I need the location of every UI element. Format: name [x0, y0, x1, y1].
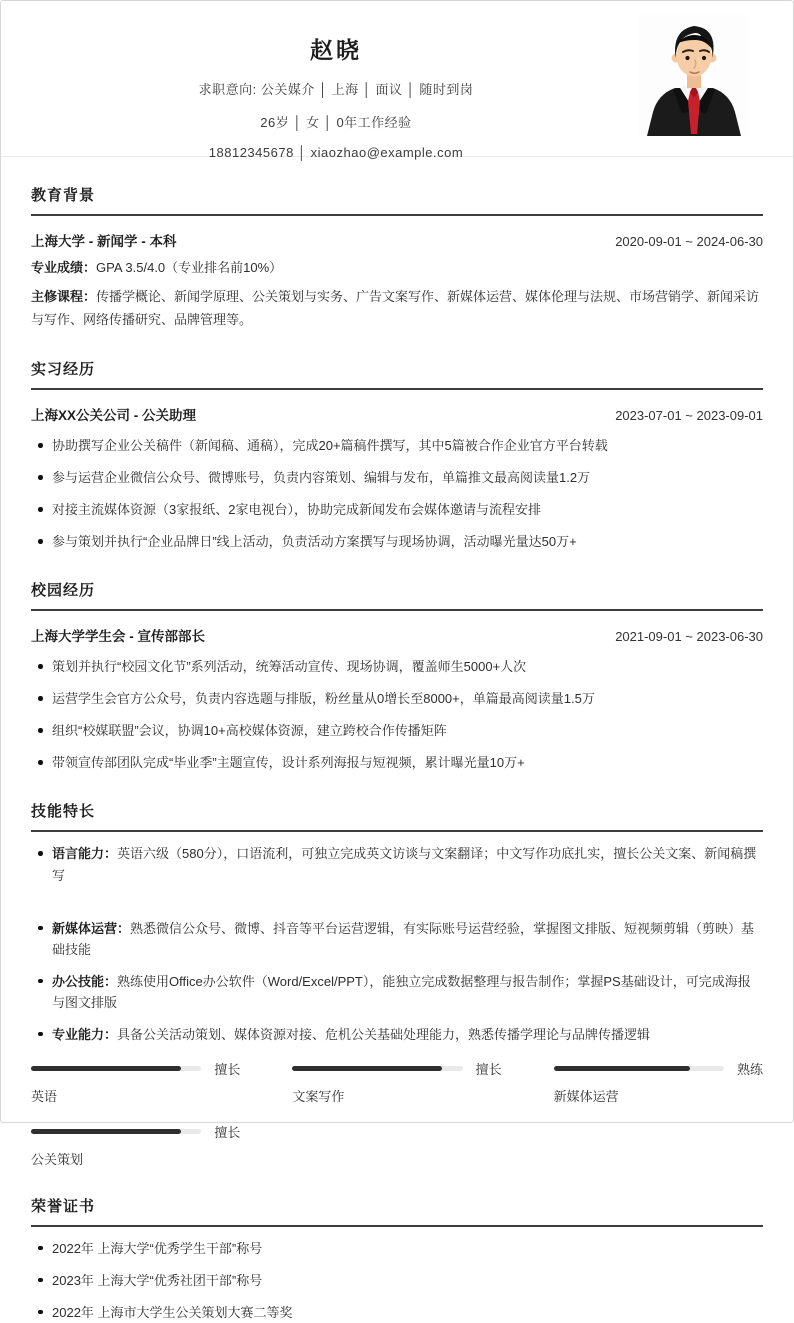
skill-bullet-newmedia — [31, 918, 763, 960]
education-entry-date: 2020-09-01 ~ 2024-06-30 — [615, 234, 763, 249]
contact-info-line: 18812345678 │ xiaozhao@example.com — [208, 145, 464, 160]
internship-entry-date: 2023-07-01 ~ 2023-09-01 — [615, 408, 763, 424]
section-title-education: 教育背景 — [31, 184, 763, 216]
section-title-campus: 校园经历 — [31, 579, 763, 611]
skill-bar-name: 公关策划 — [31, 1151, 84, 1167]
campus-bullet-list — [31, 656, 763, 773]
campus-bullet: 组织“校媒联盟”会议，协调10+高校媒体资源，建立跨校合作传播矩阵 — [31, 720, 763, 741]
skill-text: 熟悉微信公众号、微博、抖音等平台运营逻辑，有实际账号运营经验，掌握图文排版、短视频剪辑（剪映）基础技能 — [52, 920, 755, 957]
skill-label: 专业能力： — [52, 1026, 118, 1042]
candidate-name: 赵晓 — [310, 37, 362, 63]
skills-bullet-list — [31, 843, 763, 1044]
skill-bar-fill — [292, 1066, 442, 1071]
honor-bullet: 2023年 上海大学“优秀社团干部”称号 — [31, 1270, 763, 1291]
gpa-value: GPA 3.5/4.0（专业排名前10%） — [96, 260, 283, 275]
honors-bullet-list — [31, 1238, 763, 1323]
internship-entry-title: 上海XX公关公司 - 公关助理 — [31, 408, 197, 424]
skill-level-label: 熟练 — [736, 1061, 763, 1077]
skill-text: 英语六级（580分），口语流利，可独立完成英文访谈与文案翻译；中文写作功底扎实，擅长公关文案、新闻稿撰写 — [52, 846, 757, 883]
section-title-skills: 技能特长 — [31, 800, 763, 832]
skill-label: 新媒体运营： — [52, 920, 131, 936]
campus-bullet: 带领宣传部团队完成“毕业季”主题宣传，设计系列海报与短视频，累计曝光量10万+ — [31, 752, 763, 773]
honor-bullet: 2022年 上海大学“优秀学生干部”称号 — [31, 1238, 763, 1259]
section-title-internship: 实习经历 — [31, 358, 763, 390]
skill-bar-name: 英语 — [31, 1088, 58, 1104]
courses-value: 传播学概论、新闻学原理、公关策划与实务、广告文案写作、新媒体运营、媒体伦理与法规、市场营销学、新闻采访与写作、网络传播研究、品牌管理等。 — [31, 289, 760, 327]
skill-bar-copywriting — [292, 1059, 501, 1105]
skill-bar-fill — [31, 1066, 181, 1071]
skill-bullet-professional — [31, 1024, 763, 1045]
gpa-label: 专业成绩： — [31, 260, 97, 275]
skill-bar-track — [31, 1066, 201, 1071]
internship-bullet: 对接主流媒体资源（3家报纸、2家电视台），协助完成新闻发布会媒体邀请与流程安排 — [31, 499, 763, 520]
internship-bullet: 参与运营企业微信公众号、微博账号，负责内容策划、编辑与发布，单篇推文最高阅读量1.2万 — [31, 467, 763, 488]
avatar-illustration-icon — [639, 14, 749, 136]
internship-entry-header — [31, 404, 763, 424]
skill-bar-track — [554, 1066, 724, 1071]
skill-bar-track — [31, 1129, 201, 1134]
education-entry-title: 上海大学 - 新闻学 - 本科 — [31, 234, 177, 249]
campus-entry-title: 上海大学学生会 - 宣传部部长 — [31, 629, 205, 645]
section-honors — [31, 1195, 763, 1323]
education-courses-row — [31, 286, 763, 331]
campus-bullet: 运营学生会官方公众号，负责内容选题与排版，粉丝量从0增长至8000+，单篇最高阅读量1.5万 — [31, 688, 763, 709]
campus-entry-date: 2021-09-01 ~ 2023-06-30 — [615, 629, 763, 645]
education-entry-header — [31, 230, 763, 250]
skill-bullet-language — [31, 843, 763, 885]
skill-label: 语言能力： — [52, 846, 118, 862]
campus-entry-header — [31, 625, 763, 645]
profile-photo — [639, 14, 749, 136]
skill-bullet-office — [31, 971, 763, 1013]
education-gpa-row — [31, 257, 763, 279]
skill-bar-track — [292, 1066, 462, 1071]
section-internship — [31, 358, 763, 552]
section-campus — [31, 579, 763, 773]
skill-bars-grid — [31, 1059, 763, 1168]
skill-bar-newmedia — [554, 1059, 763, 1105]
internship-bullet-list — [31, 435, 763, 552]
courses-label: 主修课程： — [31, 289, 97, 305]
personal-info-line: 26岁 │ 女 │ 0年工作经验 — [260, 115, 412, 130]
section-title-honors: 荣誉证书 — [31, 1195, 763, 1227]
skill-bar-fill — [554, 1066, 690, 1071]
internship-bullet: 协助撰写企业公关稿件（新闻稿、通稿），完成20+篇稿件撰写，其中5篇被合作企业官方平台转载 — [31, 435, 763, 456]
skill-bar-name: 文案写作 — [292, 1088, 345, 1104]
resume-header — [1, 1, 793, 160]
skill-bar-fill — [31, 1129, 181, 1134]
skill-level-label: 擅长 — [475, 1061, 502, 1077]
header-text-block — [31, 1, 641, 160]
skill-label: 办公技能： — [52, 973, 118, 989]
internship-bullet: 参与策划并执行“企业品牌日”线上活动，负责活动方案撰写与现场协调，活动曝光量达50万+ — [31, 531, 763, 552]
section-education — [31, 184, 763, 331]
resume-body — [1, 184, 793, 1323]
skill-bar-english — [31, 1059, 240, 1105]
skill-text: 熟练使用Office办公软件（Word/Excel/PPT），能独立完成数据整理与报告制作；掌握PS基础设计，可完成海报与图文排版 — [52, 973, 751, 1010]
job-intent-line: 求职意向: 公关媒介 │ 上海 │ 面议 │ 随时到岗 — [198, 82, 474, 97]
campus-bullet: 策划并执行“校园文化节”系列活动，统筹活动宣传、现场协调，覆盖师生5000+人次 — [31, 656, 763, 677]
skill-bar-name: 新媒体运营 — [553, 1088, 619, 1104]
skill-level-label: 擅长 — [214, 1124, 241, 1140]
skill-text: 具备公关活动策划、媒体资源对接、危机公关基础处理能力，熟悉传播学理论与品牌传播逻辑 — [117, 1026, 651, 1042]
skill-bar-pr-planning — [31, 1122, 240, 1168]
section-skills — [31, 800, 763, 1167]
skill-level-label: 擅长 — [214, 1061, 241, 1077]
honor-bullet: 2022年 上海市大学生公关策划大赛二等奖 — [31, 1302, 763, 1323]
